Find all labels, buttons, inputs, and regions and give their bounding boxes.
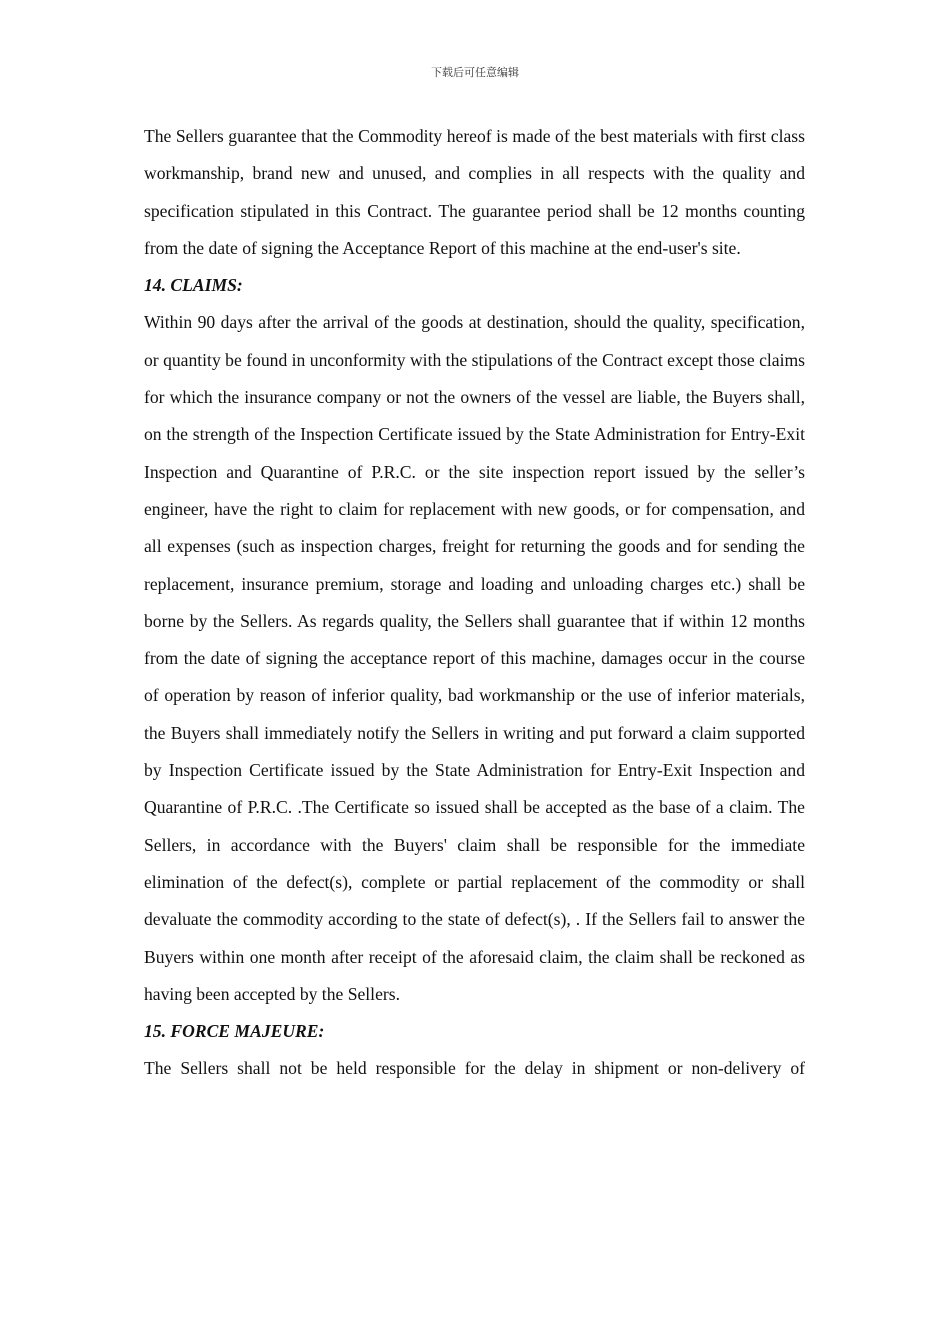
guarantee-paragraph: The Sellers guarantee that the Commodity hereof is made of the best materials with first class workmanship, brand new and unused, and complies in all respects with the quality and specification stipulated in this Contract. The guarantee period shall be 12 months counting from the date of signing the Acceptance Report of this machine at the end-user's site. bbox=[144, 126, 805, 258]
force-majeure-paragraph: The Sellers shall not be held responsible for the delay in shipment or non-delivery of bbox=[144, 1058, 805, 1079]
claims-heading: 14. CLAIMS: bbox=[144, 275, 243, 296]
force-majeure-heading: 15. FORCE MAJEURE: bbox=[144, 1021, 325, 1042]
document-body bbox=[144, 118, 805, 1088]
claims-paragraph: Within 90 days after the arrival of the goods at destination, should the quality, specification, or quantity be found in unconformity with the stipulations of the Contract except those claims for which the insurance company or not the owners of the vessel are liable, the Buyers shall, on the strength of the Inspection Certificate issued by the State Administration for Entry-Exit Inspection and Quarantine of P.R.C. or the site inspection report issued by the seller’s engineer, have the right to claim for replacement with new goods, or for compensation, and all expenses (such as inspection charges, freight for returning the goods and for sending the replacement, insurance premium, storage and loading and unloading charges etc.) shall be borne by the Sellers. As regards quality, the Sellers shall guarantee that if within 12 months from the date of signing the acceptance report of this machine, damages occur in the course of operation by reason of inferior quality, bad workmanship or the use of inferior materials, the Buyers shall immediately notify the Sellers in writing and put forward a claim supported by Inspection Certificate issued by the State Administration for Entry-Exit Inspection and Quarantine of P.R.C. .The Certificate so issued shall be accepted as the base of a claim. The Sellers, in accordance with the Buyers' claim shall be responsible for the immediate elimination of the defect(s), complete or partial replacement of the commodity or shall devaluate the commodity according to the state of defect(s), . If the Sellers fail to answer the Buyers within one month after receipt of the aforesaid claim, the claim shall be reckoned as having been accepted by the Sellers. bbox=[144, 312, 805, 1004]
page-header-note: 下载后可任意编辑 bbox=[431, 66, 519, 79]
